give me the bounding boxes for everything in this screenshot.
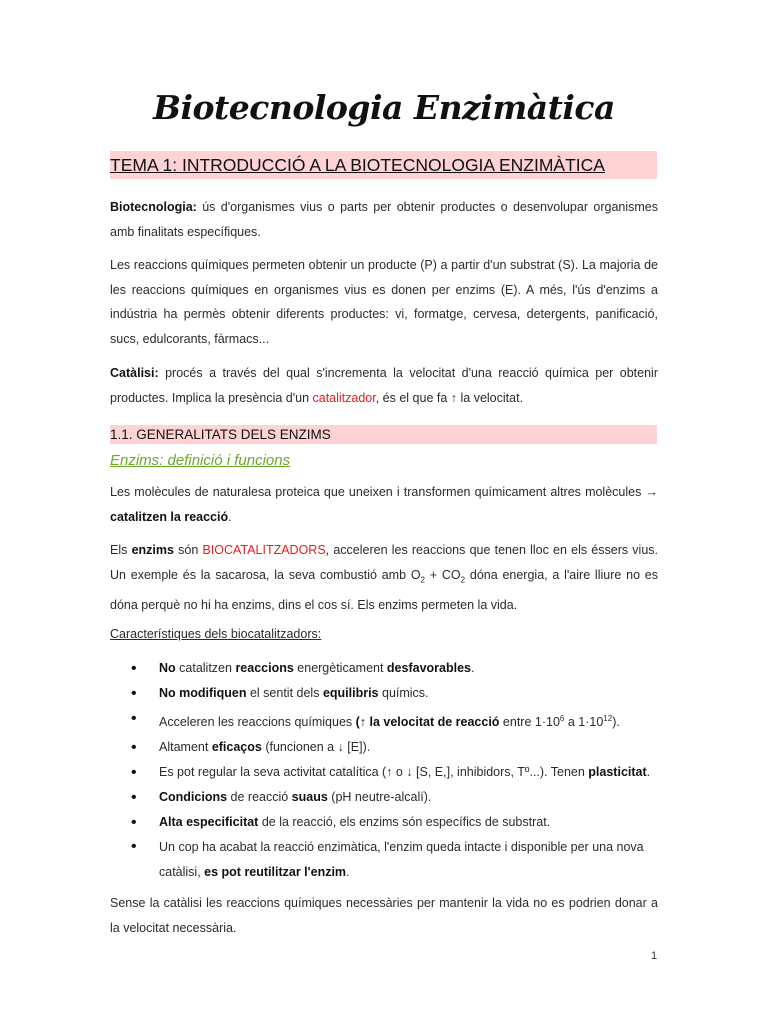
section-heading: TEMA 1: INTRODUCCIÓ A LA BIOTECNOLOGIA ENZIMÀTICA xyxy=(110,151,657,179)
list-item: • Acceleren les reaccions químiques (↑ la velocitat de reacció entre $1\cdot 10^6$ a $1\cdot 10^{12}$). xyxy=(110,706,658,735)
list-item: • Alta especificitat de la reacció, els enzims són específics de substrat. xyxy=(110,810,658,835)
subsubsection-heading: Enzims: definició i funcions xyxy=(110,452,291,469)
list-item: • Condicions de reacció suaus (pH neutre-alcalí). xyxy=(110,785,658,810)
list-subtitle: Característiques dels biocatalitzadors: xyxy=(110,627,322,641)
paragraph-conclusion: Sense la catàlisi les reaccions químiques necessàries per mantenir la vida no es podrien donar a la velocitat necessària. xyxy=(110,896,658,935)
page-number: 1 xyxy=(651,950,658,962)
list-item: • No modifiquen el sentit dels equilibris químics. xyxy=(110,681,658,706)
list-item: • Altament eficaços (funcionen a ↓ [E]). xyxy=(110,735,658,760)
paragraph-reaccions: Les reaccions químiques permeten obtenir un producte (P) a partir d'un substrat (S). La majoria de les reaccions químiques en organismes vius es donen per enzims (E). A més, l'ús d'enzims a indústria ha permès obtenir diferents productes: vi, formatge, cervesa, detergents, panificació, sucs, edulcorants, fàrmacs... xyxy=(110,258,658,346)
paragraph-molecules: Les molècules de naturalesa proteica que uneixen i transformen químicament altres molècules → catalitzen la reacció. xyxy=(110,485,658,524)
paragraph-catalisi: Catàlisi: procés a través del qual s'incrementa la velocitat d'una reacció química per obtenir productes. Implica la presència d'un catalitzador, és el que fa ↑ la velocitat. xyxy=(110,366,658,405)
list-item: • Un cop ha acabat la reacció enzimàtica, l'enzim queda intacte i disponible per una nova catàlisi, es pot reutilitzar l'enzim. xyxy=(110,835,658,884)
subsection-heading: 1.1. GENERALITATS DELS ENZIMS xyxy=(110,425,657,444)
document-title: Biotecnologia Enzimàtica xyxy=(153,88,615,127)
list-item: • No catalitzen reaccions energèticament desfavorables. xyxy=(110,656,658,681)
list-item: • Es pot regular la seva activitat catalítica (↑ o ↓ [S, E,], inhibidors, Tº...). Tenen plasticitat. xyxy=(110,760,658,785)
paragraph-enzims: Els enzims són BIOCATALITZADORS, acceleren les reaccions que tenen lloc en els éssers vius. Un exemple és la sacarosa, la seva combustió amb $O_2 + CO_2$ dóna energia, a l'aire lliure no es dóna perquè no hi ha enzims, dins el cos sí. Els enzims permeten la vida. xyxy=(110,543,659,612)
paragraph-biotecnologia: Biotecnologia: ús d'organismes vius o parts per obtenir productes o desenvolupar organismes amb finalitats específiques. xyxy=(110,200,658,239)
characteristics-list xyxy=(110,656,658,884)
